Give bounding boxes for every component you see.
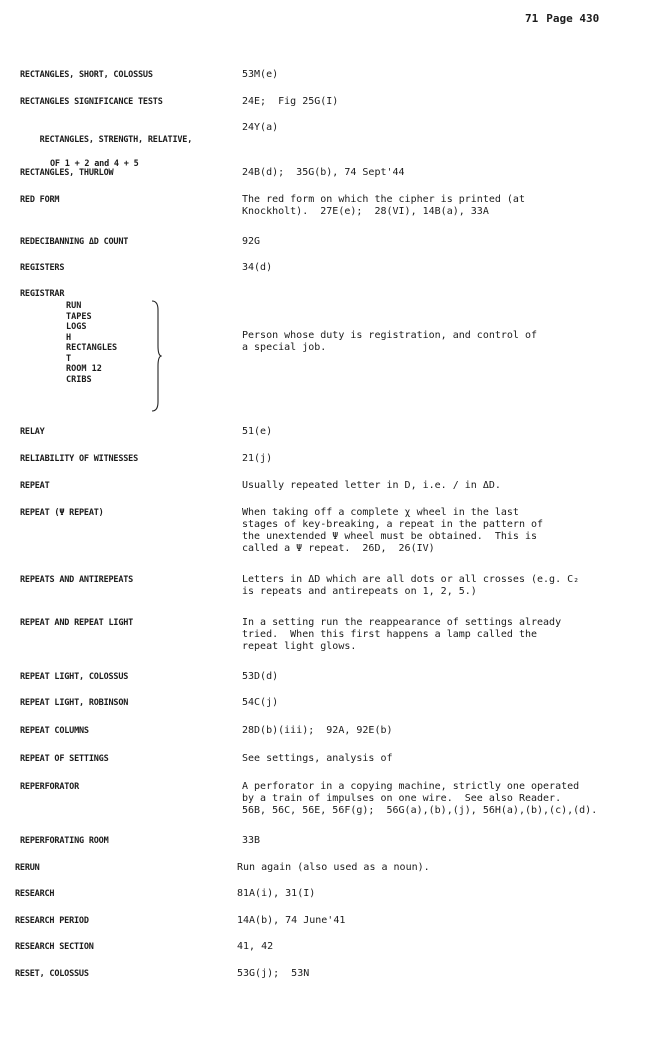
entry-definition: Letters in ΔD which are all dots or all crosses (e.g. C₂ is repeats and antirepeats on 1, 2, 5.): [242, 574, 580, 597]
entry-definition: 34(d): [242, 262, 273, 273]
sublist-item: TAPES: [66, 311, 92, 322]
entry-definition: 92G: [242, 236, 261, 247]
entry-definition: Usually repeated letter in D, i.e. / in ΔD.: [242, 480, 501, 491]
entry-term: RESET, COLOSSUS: [15, 969, 89, 979]
entry-term: REGISTERS: [20, 263, 65, 273]
sublist-item: LOGS: [66, 322, 87, 332]
entry-term: RESEARCH SECTION: [15, 942, 94, 952]
entry-definition: The red form on which the cipher is printed (at Knockholt). 27E(e); 28(VI), 14B(a), 33A: [242, 194, 525, 217]
entry-definition: 24E; Fig 25G(I): [242, 96, 339, 107]
entry-term: REPEAT OF SETTINGS: [20, 754, 109, 764]
entry-term: RERUN: [15, 863, 40, 873]
page-header: [525, 13, 599, 25]
entry-definition: 81A(i), 31(I): [237, 888, 316, 899]
entry-term: RECTANGLES, THURLOW: [20, 168, 114, 178]
entry-definition: Run again (also used as a noun).: [237, 862, 430, 873]
entry-term: REPEAT LIGHT, ROBINSON: [20, 698, 129, 708]
sublist-item: ROOM 12: [66, 364, 102, 374]
entry-definition: See settings, analysis of: [242, 753, 393, 764]
entry-term: RESEARCH PERIOD: [15, 916, 89, 926]
entry-definition: 21(j): [242, 453, 273, 464]
entry-term: REPEATS AND ANTIREPEATS: [20, 575, 134, 585]
entry-definition: 28D(b)(iii); 92A, 92E(b): [242, 725, 393, 736]
entry-term: RELIABILITY OF WITNESSES: [20, 454, 139, 464]
entry-definition: 54C(j): [242, 697, 279, 708]
sublist-item: RECTANGLES: [66, 343, 118, 353]
entry-term: REPEAT: [20, 481, 50, 491]
page-label: Page 430: [546, 12, 600, 25]
entry-definition: Person whose duty is registration, and control of a special job.: [242, 330, 538, 353]
entry-definition: 53G(j); 53N: [237, 968, 310, 979]
page-number: 71: [525, 12, 539, 25]
entry-term: RED FORM: [20, 195, 60, 205]
entry-definition: 24B(d); 35G(b), 74 Sept'44: [242, 167, 405, 178]
sublist-item: H: [66, 332, 72, 343]
entry-definition: In a setting run the reappearance of settings already tried. When this first happens a lamp called the repeat light glows.: [242, 617, 562, 652]
entry-definition: 53M(e): [242, 69, 279, 80]
entry-definition: 53D(d): [242, 671, 279, 682]
entry-term: REDECIBANNING ΔD COUNT: [20, 237, 129, 247]
entry-term: RECTANGLES SIGNIFICANCE TESTS: [20, 97, 163, 107]
entry-definition: When taking off a complete χ wheel in the last stages of key-breaking, a repeat in the pattern of the unextended Ψ wheel must be obtained. This is called a Ψ repeat. 26D, 26(IV): [242, 507, 544, 554]
sublist-item: CRIBS: [66, 374, 92, 385]
entry-definition: A perforator in a copying machine, strictly one operated by a train of impulses on one wire. See also Reader. 56B, 56C, 56E, 56F(g); 56G(a),(b),(j), 56H(a),(b),(c),(d).: [242, 781, 598, 816]
entry-term: REPERFORATING ROOM: [20, 836, 109, 846]
entry-term: [20, 122, 235, 194]
entry-definition: 24Y(a): [242, 122, 279, 133]
entry-term: REPERFORATOR: [20, 782, 80, 792]
entry-term: RELAY: [20, 427, 45, 437]
entry-term: REPEAT COLUMNS: [20, 726, 89, 736]
sublist-item: T: [66, 353, 72, 364]
entry-term: REPEAT (Ψ REPEAT): [20, 508, 104, 518]
entry-term: REPEAT AND REPEAT LIGHT: [20, 618, 134, 628]
entry-term: REPEAT LIGHT, COLOSSUS: [20, 672, 129, 682]
registrar-sublist: [66, 301, 117, 385]
entry-term-line2: OF 1 + 2 and 4 + 5: [50, 159, 139, 169]
entry-definition: 14A(b), 74 June'41: [237, 915, 346, 926]
entry-definition: 41, 42: [237, 941, 274, 952]
entry-term: RESEARCH: [15, 889, 55, 899]
sublist-item: RUN: [66, 301, 82, 311]
curly-brace-icon: [150, 300, 162, 412]
entry-term-line1: RECTANGLES, STRENGTH, RELATIVE,: [39, 135, 193, 145]
entry-definition: 51(e): [242, 426, 273, 437]
entry-term: RECTANGLES, SHORT, COLOSSUS: [20, 70, 153, 80]
entry-term: REGISTRAR: [20, 289, 65, 299]
entry-definition: 33B: [242, 835, 261, 846]
